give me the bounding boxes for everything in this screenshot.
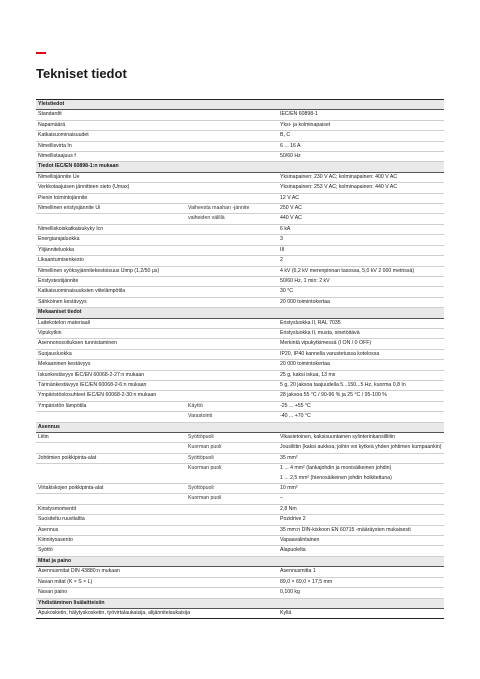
spec-value: -40 ... +70 °C — [278, 412, 444, 422]
spec-label: Energiarajaluokka — [36, 235, 278, 245]
accent-bar — [36, 52, 46, 54]
spec-value: IP20, IP40 kannella varustetussa kotelossa — [278, 349, 444, 359]
spec-value: – — [278, 494, 444, 504]
spec-value: Kyllä — [278, 608, 444, 618]
spec-label: Asennus — [36, 525, 278, 535]
spec-row — [36, 360, 444, 370]
spec-label: Vipukytkin — [36, 328, 278, 338]
spec-value: 50/60 Hz, 1 min: 2 kV — [278, 276, 444, 286]
spec-row — [36, 370, 444, 380]
spec-row — [36, 494, 444, 504]
spec-label: Nimellisjännite Ue — [36, 172, 278, 182]
spec-label: Laitekotelon materiaali — [36, 318, 278, 328]
spec-label — [36, 494, 186, 504]
spec-sublabel: Kuorman puoli — [186, 443, 278, 453]
spec-row — [36, 287, 444, 297]
spec-value: Yksi- ja kolminapaiset — [278, 120, 444, 130]
spec-label — [36, 214, 186, 224]
spec-label: Mekaaninen kestävyys — [36, 360, 278, 370]
spec-row — [36, 453, 444, 463]
spec-label: Ympäristön lämpötila — [36, 401, 186, 411]
spec-label: Kiristysmomentit — [36, 504, 278, 514]
spec-value: B, C — [278, 131, 444, 141]
spec-value: Yksinapainen: 253 V AC; kolminapainen: 440 V AC — [278, 183, 444, 193]
spec-label: Napamäärä — [36, 120, 278, 130]
spec-row — [36, 412, 444, 422]
spec-row — [36, 266, 444, 276]
spec-label: Navan mitat (K × S × L) — [36, 577, 278, 587]
page-title: Tekniset tiedot — [36, 66, 127, 81]
spec-row — [36, 608, 444, 618]
spec-label: Nimellisvirta In — [36, 141, 278, 151]
spec-row — [36, 245, 444, 255]
spec-sublabel: Käyttö — [186, 401, 278, 411]
spec-row — [36, 120, 444, 130]
spec-row — [36, 588, 444, 598]
spec-value: 10 mm² — [278, 484, 444, 494]
spec-label: Nimellinen syöksyjännitekestoisuus Uimp (1,2/50 μs) — [36, 266, 278, 276]
spec-value: Yksinapainen: 230 V AC; kolminapainen: 400 V AC — [278, 172, 444, 182]
section-header — [36, 162, 444, 172]
spec-row — [36, 172, 444, 182]
spec-row — [36, 183, 444, 193]
spec-row — [36, 131, 444, 141]
section-header — [36, 100, 444, 110]
spec-sublabel: Kuorman puoli — [186, 494, 278, 504]
spec-sublabel: Vaiheesta maahan -jännite — [186, 204, 278, 214]
spec-label: Suojausluokka — [36, 349, 278, 359]
spec-value: 35 mm² — [278, 453, 444, 463]
section-title: Yleistiedot — [36, 100, 444, 110]
spec-value: Alapuolelta — [278, 546, 444, 556]
spec-row — [36, 204, 444, 214]
spec-value: 50/60 Hz — [278, 152, 444, 162]
spec-label: Katkaisuominaisuuksien viitelämpötila — [36, 287, 278, 297]
spec-value: 3 — [278, 235, 444, 245]
spec-row — [36, 536, 444, 546]
spec-sublabel: Syöttöpuoli — [186, 484, 278, 494]
spec-table — [36, 99, 444, 619]
spec-value: 2 — [278, 256, 444, 266]
spec-row — [36, 318, 444, 328]
spec-value: -25 ... +55 °C — [278, 401, 444, 411]
spec-label: Ympäristöolosuhteet IEC/EN 60068-2-30:n mukaan — [36, 391, 278, 401]
spec-row — [36, 152, 444, 162]
spec-label: Syöttö — [36, 546, 278, 556]
spec-row — [36, 433, 444, 443]
spec-value: Jousiliitin (kaksi aukkoa, joihin voi kytkeä yhden johtimen kumpaankin) — [278, 443, 444, 453]
spec-row — [36, 391, 444, 401]
spec-value: Eristysluokka II, musta, sinetöitävä — [278, 328, 444, 338]
spec-row — [36, 256, 444, 266]
spec-label: Nimellinen eristysjännite Ui — [36, 204, 186, 214]
spec-label: Pienin toimintojännite — [36, 193, 278, 203]
spec-value: 25 g, kaksi iskua, 13 ms — [278, 370, 444, 380]
spec-label: Nimelliskoiskatkaisukyky Icn — [36, 224, 278, 234]
spec-label: Liitin — [36, 433, 186, 443]
spec-row — [36, 110, 444, 120]
spec-row — [36, 349, 444, 359]
spec-value: Merkintä vipukytkimessä (I ON / 0 OFF) — [278, 339, 444, 349]
spec-value: III — [278, 245, 444, 255]
spec-value: 28 jaksoa 55 °C / 90-96 % ja 25 °C / 95-100 % — [278, 391, 444, 401]
spec-value: IEC/EN 60898-1 — [278, 110, 444, 120]
spec-value: 20 000 toimintokertaa — [278, 360, 444, 370]
spec-label: Likaantumisenkesto — [36, 256, 278, 266]
spec-value: 440 V AC — [278, 214, 444, 224]
spec-label: Iskunkestävyys IEC/EN 60068-2-27:n mukaan — [36, 370, 278, 380]
spec-label: Asennusmitat DIN 43880:n mukaan — [36, 567, 278, 577]
spec-label: Navan paino — [36, 588, 278, 598]
spec-value: Vapaavalintainen — [278, 536, 444, 546]
section-title: Asennus — [36, 422, 444, 432]
spec-value: 5 g, 20 jaksoa taajuudella 5...150...5 Hz, kuorma 0,8 In — [278, 380, 444, 390]
spec-row — [36, 546, 444, 556]
spec-label: Apukosketin, hälytyskosketin, työvirtalaukaisija, alijännitelaukaisija — [36, 608, 278, 618]
spec-value: 35 mm:n DIN-kiskoon EN 60715 -määräysten mukaisesti — [278, 525, 444, 535]
spec-label: Standardit — [36, 110, 278, 120]
spec-row — [36, 525, 444, 535]
spec-label: Tärinänkestävyys IEC/EN 60068-2-6:n mukaan — [36, 380, 278, 390]
section-header — [36, 556, 444, 566]
spec-label — [36, 412, 186, 422]
spec-row — [36, 443, 444, 453]
spec-value: 0,100 kg — [278, 588, 444, 598]
spec-value: 2,8 Nm — [278, 504, 444, 514]
spec-row — [36, 380, 444, 390]
spec-value: 4 kV (6,2 kV merenpinnan tasossa, 5,0 kV 2 000 metrissä) — [278, 266, 444, 276]
section-title: Mitat ja paino — [36, 556, 444, 566]
spec-label: Sähköinen kestävyys — [36, 297, 278, 307]
spec-row — [36, 567, 444, 577]
section-title: Mekaaniset tiedot — [36, 308, 444, 318]
spec-value: 12 V AC — [278, 193, 444, 203]
spec-row — [36, 464, 444, 484]
spec-row — [36, 224, 444, 234]
spec-sublabel: vaiheiden välillä — [186, 214, 278, 224]
section-header — [36, 422, 444, 432]
spec-label: Nimellistaajuus f — [36, 152, 278, 162]
spec-row — [36, 504, 444, 514]
spec-label: Johtimien poikkipinta-alat — [36, 453, 186, 463]
spec-value: 1 ... 4 mm² (lankajohdin ja monisäikeinen johdin) 1 ... 2,5 mm² (hienosäikeinen johdin holkitettuna) — [278, 464, 444, 484]
spec-value: 6 kA — [278, 224, 444, 234]
spec-row — [36, 141, 444, 151]
section-title: Yhdistäminen lisälaitteisiin — [36, 598, 444, 608]
spec-label: Katkaisuominaisuudet — [36, 131, 278, 141]
spec-value: 89,0 × 69,0 × 17,5 mm — [278, 577, 444, 587]
spec-row — [36, 214, 444, 224]
spec-sublabel: Syöttöpuoli — [186, 433, 278, 443]
spec-row — [36, 577, 444, 587]
spec-value: 250 V AC — [278, 204, 444, 214]
spec-value: 6 ... 16 A — [278, 141, 444, 151]
spec-label: Ylijänniteluokka — [36, 245, 278, 255]
spec-row — [36, 235, 444, 245]
spec-label: Suositeltu ruuvitaltta — [36, 515, 278, 525]
spec-row — [36, 515, 444, 525]
spec-label — [36, 443, 186, 453]
spec-label: Verkkotaajuisen jännitteen sieto (Umax) — [36, 183, 278, 193]
spec-row — [36, 328, 444, 338]
spec-value: Asennusmitta 1 — [278, 567, 444, 577]
spec-row — [36, 401, 444, 411]
spec-label: Virtakiskojen poikkipinta-alat — [36, 484, 186, 494]
spec-sublabel: Syöttöpuoli — [186, 453, 278, 463]
spec-label: Kiinnitysasento — [36, 536, 278, 546]
spec-label: Asennonosoituksen tunnistaminen — [36, 339, 278, 349]
section-header — [36, 308, 444, 318]
spec-value: Pozidrive 2 — [278, 515, 444, 525]
spec-row — [36, 339, 444, 349]
spec-sublabel: Varastointi — [186, 412, 278, 422]
spec-row — [36, 276, 444, 286]
spec-value: 20 000 toimintokertaa — [278, 297, 444, 307]
spec-sublabel: Kuorman puoli — [186, 464, 278, 484]
spec-row — [36, 297, 444, 307]
spec-row — [36, 193, 444, 203]
spec-value: Eristysluokka II, RAL 7035 — [278, 318, 444, 328]
spec-label: Eristystestijännite — [36, 276, 278, 286]
spec-row — [36, 484, 444, 494]
spec-value: 30 °C — [278, 287, 444, 297]
section-header — [36, 598, 444, 608]
spec-label — [36, 464, 186, 484]
spec-value: Vikasietoinen, kaksisuuntainen sylinterinkansilliitin — [278, 433, 444, 443]
section-title: Tiedot IEC/EN 60898-1:n mukaan — [36, 162, 444, 172]
